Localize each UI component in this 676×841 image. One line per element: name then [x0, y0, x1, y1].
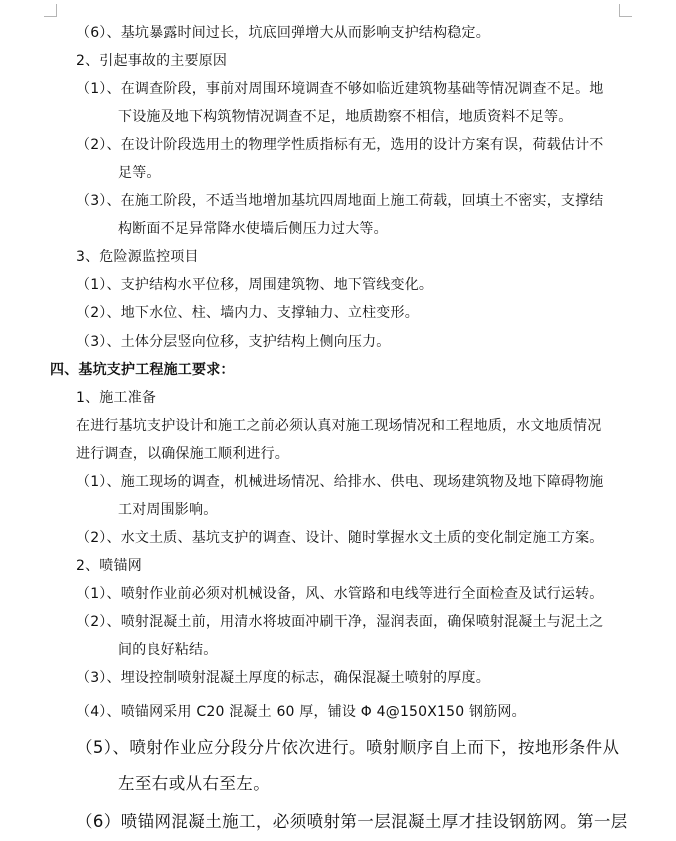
section-heading: 3、危险源监控项目 [76, 249, 199, 265]
text-line: （6）、基坑暴露时间过长，坑底回弹增大从而影响支护结构稳定。 [76, 25, 490, 41]
section-heading: 2、引起事故的主要原因 [76, 53, 228, 69]
text-line: 构断面不足异常降水使墙后侧压力过大等。 [118, 221, 388, 237]
text-line: （2）、在设计阶段选用土的物理学性质指标有无，选用的设计方案有误，荷载估计不 [76, 137, 604, 153]
text-line: （5）、喷射作业应分段分片依次进行。喷射顺序自上而下，按地形条件从 [76, 738, 620, 757]
text-line: （6）喷锚网混凝土施工，必须喷射第一层混凝土厚才挂设钢筋网。第一层 [76, 812, 628, 831]
section-heading: 2、喷锚网 [76, 558, 142, 574]
text-line: （2）、喷射混凝土前，用清水将坡面冲刷干净，湿润表面，确保喷射混凝土与泥土之 [76, 614, 604, 630]
text-line: （2）、水文土质、基坑支护的调查、设计、随时掌握水文土质的变化制定施工方案。 [76, 530, 604, 546]
text-line: 在进行基坑支护设计和施工之前必须认真对施工现场情况和工程地质，水文地质情况 [76, 418, 602, 434]
text-line: （4）、喷锚网采用 C20 混凝土 60 厚，铺设 Φ 4@150X150 钢筋网。 [76, 704, 526, 720]
text-line: 下设施及地下构筑物情况调查不足，地质勘察不相信，地质资料不足等。 [118, 109, 573, 125]
text-line: （3）、埋设控制喷射混凝土厚度的标志，确保混凝土喷射的厚度。 [76, 670, 490, 686]
text-line: 进行调查，以确保施工顺利进行。 [76, 446, 289, 462]
text-line: 工对周围影响。 [118, 502, 218, 518]
text-line: 间的良好粘结。 [118, 642, 218, 658]
text-line: 足等。 [118, 165, 161, 181]
text-line: （2）、地下水位、柱、墙内力、支撑轴力、立柱变形。 [76, 305, 419, 321]
page-corner-mark-left [44, 4, 57, 17]
text-line: （3）、在施工阶段，不适当地增加基坑四周地面上施工荷载，回填土不密实，支撑结 [76, 193, 604, 209]
text-line: （1）、喷射作业前必须对机械设备，风、水管路和电线等进行全面检查及试行运转。 [76, 586, 604, 602]
text-line: 左至右或从右至左。 [118, 774, 271, 793]
text-line: （1）、施工现场的调查，机械进场情况、给排水、供电、现场建筑物及地下障碍物施 [76, 474, 604, 490]
text-line: （3）、土体分层竖向位移，支护结构上侧向压力。 [76, 334, 391, 350]
section-heading: 1、施工准备 [76, 390, 157, 406]
text-line: （1）、支护结构水平位移，周围建筑物、地下管线变化。 [76, 277, 434, 293]
text-line: （1）、在调查阶段，事前对周围环境调查不够如临近建筑物基础等情况调查不足。地 [76, 81, 604, 97]
chapter-heading: 四、基坑支护工程施工要求： [50, 362, 235, 378]
page-corner-mark-right [619, 4, 632, 17]
